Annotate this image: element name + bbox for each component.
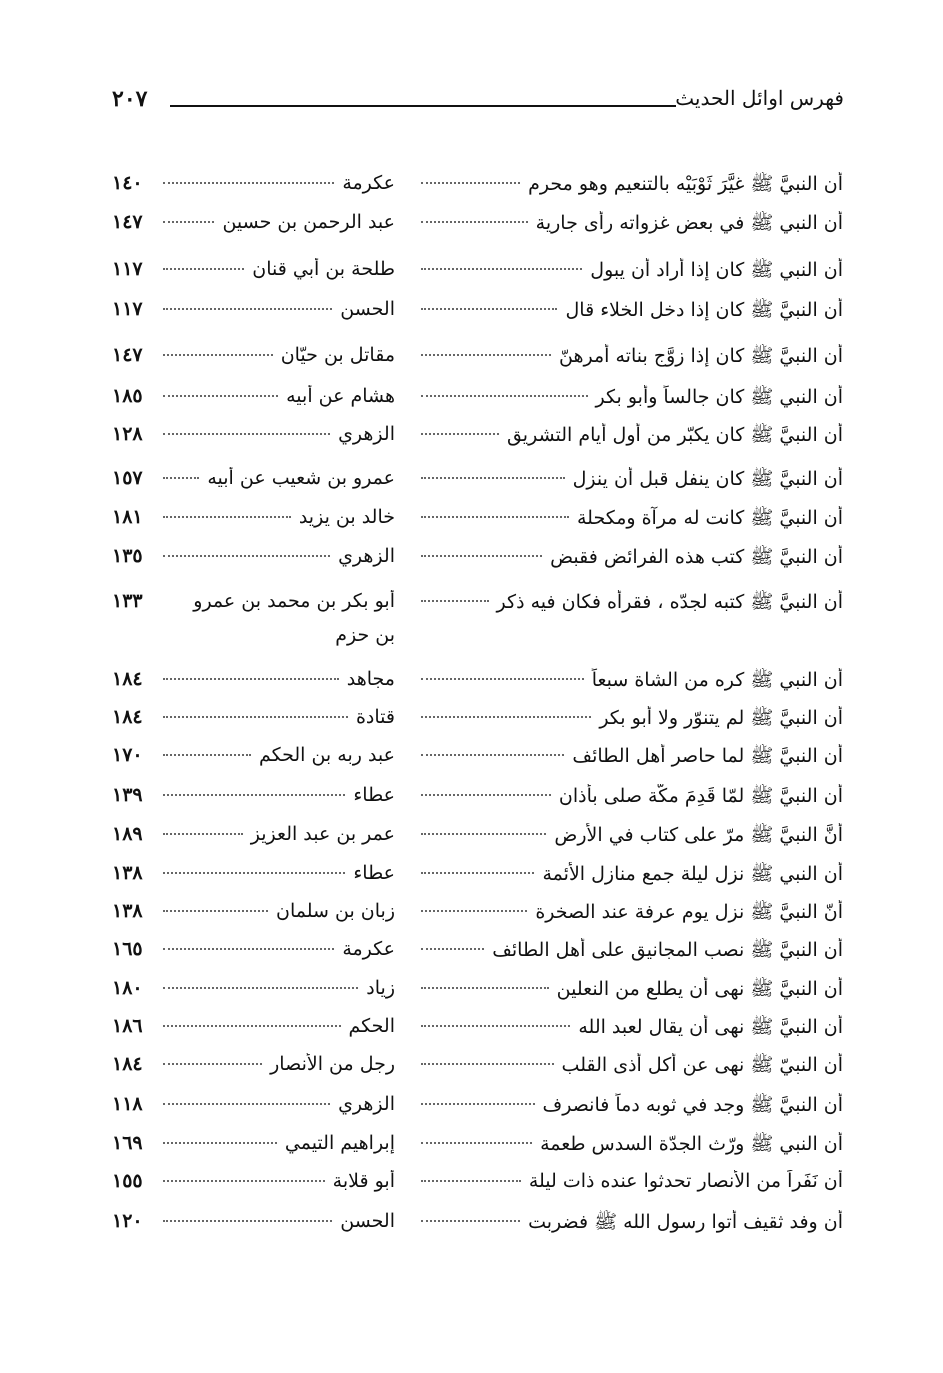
- leader-dots: [421, 385, 588, 397]
- hadith-opening: [413, 823, 843, 851]
- hadith-text: أن النبيَّ ﷺ كتب هذه الفرائض فقبض: [550, 546, 843, 568]
- hadith-text: أن وفد ثقيف أتوا رسول الله ﷺ فضربت: [528, 1211, 843, 1233]
- narrator: [155, 823, 395, 845]
- hadith-opening: [413, 467, 843, 495]
- leader-dots: [421, 423, 499, 435]
- page-reference: ١٥٧: [112, 467, 143, 489]
- narrator-text: طلحة بن أبي قنان: [252, 258, 395, 280]
- page-number: ٢٠٧: [112, 86, 148, 112]
- leader-dots: [421, 506, 569, 518]
- index-entry: [0, 545, 943, 581]
- hadith-opening: [413, 1093, 843, 1121]
- leader-dots: [163, 823, 243, 835]
- index-entry: [0, 784, 943, 820]
- narrator: [155, 706, 395, 728]
- hadith-text: أن النبيَّ ﷺ لما حاصر أهل الطائف: [572, 745, 843, 767]
- leader-dots: [421, 784, 551, 796]
- index-entry: [0, 1053, 943, 1089]
- hadith-text: أن النبيَّ ﷺ كان يكبّر من أول أيام التشريق: [506, 424, 843, 446]
- hadith-opening: [413, 668, 843, 696]
- hadith-opening: [413, 1053, 843, 1081]
- narrator-text: هشام عن أبيه: [286, 385, 395, 407]
- leader-dots: [421, 744, 564, 756]
- narrator: [155, 900, 395, 922]
- leader-dots: [163, 258, 244, 270]
- hadith-opening: [413, 706, 843, 734]
- page-reference: ١٥٥: [112, 1170, 143, 1192]
- narrator-text: خالد بن يزيد: [298, 506, 395, 528]
- page-reference: ١٨١: [112, 506, 143, 528]
- narrator-text: الحسن: [340, 298, 395, 320]
- page-reference: ١٦٥: [112, 938, 143, 960]
- narrator: [155, 258, 395, 280]
- hadith-opening: [413, 506, 843, 534]
- hadith-text: أن النبيَّ ﷺ لمّا قَدِمَ مكّة صلى بأذان: [558, 785, 843, 807]
- hadith-text: أن النبيَّ ﷺ كتبه لجدّه ، فقرأه فكان فيه ذكر: [496, 591, 843, 613]
- narrator: [155, 211, 395, 233]
- hadith-text: أن النبيَّ ﷺ نصب المجانيق على أهل الطائف: [492, 939, 843, 961]
- hadith-opening: [413, 938, 843, 966]
- hadith-opening: [413, 1132, 843, 1160]
- page-reference: ١٣٣: [112, 590, 143, 612]
- leader-dots: [163, 1053, 262, 1065]
- leader-dots: [163, 1132, 277, 1144]
- leader-dots: [421, 668, 584, 680]
- narrator-text: مقاتل بن حيّان: [280, 344, 395, 366]
- leader-dots: [421, 938, 484, 950]
- narrator-text: عمر بن عبد العزيز: [250, 823, 395, 845]
- hadith-opening: [413, 545, 843, 573]
- index-entry: [0, 1015, 943, 1051]
- leader-dots: [421, 977, 549, 989]
- page-reference: ١٤٧: [112, 344, 143, 366]
- hadith-opening: [413, 344, 843, 372]
- leader-dots: [163, 385, 278, 397]
- narrator-text: أبو بكر بن محمد بن عمرو: [193, 590, 395, 612]
- index-entry: [0, 706, 943, 742]
- index-entry: [0, 467, 943, 503]
- page-reference: ١٢٨: [112, 423, 143, 445]
- hadith-text: أن النبي ﷺ في بعض غزواته رأى جارية: [535, 212, 843, 234]
- page-reference: ١٤٠: [112, 172, 143, 194]
- hadith-opening: [413, 258, 843, 286]
- hadith-text: أن النبيَّ ﷺ غيَّرَ ثَوْبَيْه بالتنعيم وهو محرم: [528, 173, 843, 195]
- narrator-text: عمرو بن شعيب عن أبيه: [207, 467, 395, 489]
- narrator: [155, 590, 395, 612]
- leader-dots: [163, 1015, 341, 1027]
- index-entry: [0, 590, 943, 646]
- narrator-text: عبد الرحمن بن حسين: [222, 211, 395, 233]
- hadith-text: أن النبي ﷺ ورّث الجدّة السدس طعمة: [540, 1133, 843, 1155]
- leader-dots: [163, 862, 345, 874]
- hadith-opening: [413, 298, 843, 326]
- hadith-text: أن النبي ﷺ كان إذا أراد أن يبول: [590, 259, 843, 281]
- narrator: [155, 385, 395, 407]
- index-entry: [0, 506, 943, 542]
- page-reference: ١٨٦: [112, 1015, 143, 1037]
- leader-dots: [163, 1093, 330, 1105]
- leader-dots: [421, 1170, 521, 1182]
- hadith-opening: [413, 1210, 843, 1238]
- leader-dots: [163, 423, 330, 435]
- hadith-text: أن النبي ﷺ كره من الشاة سبعاً: [591, 669, 843, 691]
- leader-dots: [421, 862, 534, 874]
- leader-dots: [163, 938, 334, 950]
- hadith-text: أن النبيَّ ﷺ لم يتنوّر ولا أبو بكر: [599, 707, 843, 729]
- leader-dots: [163, 977, 358, 989]
- narrator: [155, 1093, 395, 1115]
- hadith-text: أنَّ النبيَّ ﷺ مرّ على كتاب في الأرض: [554, 824, 843, 846]
- narrator-text: عطاء: [353, 862, 395, 884]
- index-entry: [0, 172, 943, 208]
- narrator: [155, 977, 395, 999]
- leader-dots: [421, 467, 565, 479]
- hadith-opening: [413, 172, 843, 200]
- narrator-text: الزهري: [338, 423, 395, 445]
- narrator: [155, 1210, 395, 1232]
- hadith-text: أن النبيّ ﷺ نهى عن أكل أذى القلب: [561, 1054, 843, 1076]
- leader-dots: [421, 172, 520, 184]
- leader-dots: [163, 298, 332, 310]
- narrator-text: مجاهد: [346, 668, 395, 690]
- page-reference: ١٣٥: [112, 545, 143, 567]
- index-entry: [0, 298, 943, 334]
- index-entry: [0, 744, 943, 780]
- page-reference: ١٣٨: [112, 862, 143, 884]
- leader-dots: [421, 900, 527, 912]
- narrator-text: عكرمة: [342, 172, 395, 194]
- page-reference: ١٨٤: [112, 668, 143, 690]
- narrator: [155, 668, 395, 690]
- index-entry: [0, 344, 943, 380]
- narrator: [155, 1015, 395, 1037]
- index-entry: [0, 823, 943, 859]
- page-reference: ١٨٠: [112, 977, 143, 999]
- index-entry: [0, 977, 943, 1013]
- hadith-opening: [413, 385, 843, 413]
- leader-dots: [163, 545, 330, 557]
- hadith-text: أنّ النبيَّ ﷺ نزل يوم عرفة عند الصخرة: [535, 901, 843, 923]
- hadith-opening: [413, 1015, 843, 1043]
- leader-dots: [421, 1132, 532, 1144]
- index-entry: [0, 1093, 943, 1129]
- hadith-text: أن النبي ﷺ كان جالساً وأبو بكر: [595, 386, 843, 408]
- page-reference: ١٢٠: [112, 1210, 143, 1232]
- narrator: [155, 423, 395, 445]
- narrator-text: رجل من الأنصار: [270, 1053, 395, 1075]
- narrator-text: الزهري: [338, 545, 395, 567]
- narrator: [155, 744, 395, 766]
- leader-dots: [421, 545, 542, 557]
- narrator-text: عبد ربه بن الحكم: [258, 744, 395, 766]
- narrator: [155, 467, 395, 489]
- page-reference: ١٦٩: [112, 1132, 143, 1154]
- leader-dots: [163, 1170, 325, 1182]
- leader-dots: [421, 298, 557, 310]
- narrator-text: الزهري: [338, 1093, 395, 1115]
- page-reference: ١٨٤: [112, 706, 143, 728]
- narrator: [155, 506, 395, 528]
- hadith-opening: [413, 590, 843, 618]
- index-entry: [0, 900, 943, 936]
- leader-dots: [163, 706, 348, 718]
- narrator: [155, 344, 395, 366]
- narrator-text: قتادة: [355, 706, 395, 728]
- leader-dots: [421, 1210, 520, 1222]
- page-reference: ١١٧: [112, 298, 143, 320]
- narrator: [155, 1053, 395, 1075]
- narrator: [155, 862, 395, 884]
- leader-dots: [163, 344, 273, 356]
- leader-dots: [163, 784, 345, 796]
- index-entry: [0, 423, 943, 459]
- leader-dots: [163, 668, 339, 680]
- leader-dots: [421, 1053, 554, 1065]
- hadith-text: أن النبيَّ ﷺ وجد في ثوبه دماً فانصرف: [542, 1094, 843, 1116]
- page-reference: ١١٨: [112, 1093, 143, 1115]
- narrator: [155, 545, 395, 567]
- hadith-text: أن النبيَّ ﷺ نهى أن يقال لعبد الله: [578, 1016, 843, 1038]
- index-entry: [0, 211, 943, 247]
- hadith-opening: [413, 862, 843, 890]
- page-reference: ١٤٧: [112, 211, 143, 233]
- hadith-opening: [413, 1170, 843, 1192]
- index-entry: [0, 668, 943, 704]
- leader-dots: [421, 211, 528, 223]
- hadith-text: أن النبيَّ ﷺ نهى أن يطلع من النعلين: [556, 978, 843, 1000]
- narrator: [155, 784, 395, 806]
- leader-dots: [163, 744, 251, 756]
- index-entry: [0, 938, 943, 974]
- index-entry: [0, 1132, 943, 1168]
- narrator: [155, 938, 395, 960]
- narrator: [155, 1132, 395, 1154]
- hadith-text: أن النبي ﷺ نزل ليلة جمع منازل الأئمة: [542, 863, 843, 885]
- hadith-text: أن نَفَراً من الأنصار تحدثوا عنده ذات ليلة: [528, 1170, 843, 1192]
- index-entry: [0, 1210, 943, 1246]
- hadith-opening: [413, 900, 843, 928]
- page-reference: ١٨٩: [112, 823, 143, 845]
- index-title: فهرس اوائل الحديث: [675, 86, 844, 110]
- narrator-text: عطاء: [353, 784, 395, 806]
- page-reference: ١٨٤: [112, 1053, 143, 1075]
- narrator-text: زبان بن سلمان: [276, 900, 395, 922]
- hadith-opening: [413, 784, 843, 812]
- narrator: [155, 1170, 395, 1192]
- index-entry: [0, 385, 943, 421]
- narrator: [155, 172, 395, 194]
- narrator-text: عكرمة: [342, 938, 395, 960]
- leader-dots: [421, 258, 582, 270]
- leader-dots: [421, 1015, 570, 1027]
- page-reference: ١٧٠: [112, 744, 143, 766]
- leader-dots: [421, 706, 591, 718]
- narrator-text: إبراهيم التيمي: [284, 1132, 395, 1154]
- narrator-continuation: بن حزم: [335, 624, 395, 646]
- hadith-opening: [413, 744, 843, 772]
- page-reference: ١١٧: [112, 258, 143, 280]
- narrator-text: الحسن: [340, 1210, 395, 1232]
- hadith-text: أن النبيَّ ﷺ كان ينفل قبل أن ينزل: [572, 468, 843, 490]
- hadith-opening: [413, 211, 843, 239]
- leader-dots: [421, 344, 551, 356]
- page-reference: ١٣٨: [112, 900, 143, 922]
- narrator: [155, 298, 395, 320]
- hadith-text: أن النبيَّ ﷺ كان إذا دخل الخلاء قال: [565, 299, 843, 321]
- index-entry: [0, 1170, 943, 1206]
- leader-dots: [421, 1093, 535, 1105]
- leader-dots: [421, 823, 546, 835]
- page-reference: ١٨٥: [112, 385, 143, 407]
- leader-dots: [163, 172, 334, 184]
- leader-dots: [421, 590, 489, 602]
- hadith-opening: [413, 423, 843, 451]
- narrator-text: أبو قلابة: [332, 1170, 395, 1192]
- leader-dots: [163, 900, 268, 912]
- hadith-opening: [413, 977, 843, 1005]
- leader-dots: [163, 506, 291, 518]
- leader-dots: [163, 1210, 332, 1222]
- narrator-text: زياد: [366, 977, 395, 999]
- index-entry: [0, 258, 943, 294]
- narrator-text: الحكم: [348, 1015, 395, 1037]
- hadith-text: أن النبيَّ ﷺ كان إذا زوَّج بناته أمرهنّ: [559, 345, 843, 367]
- index-entry: [0, 862, 943, 898]
- hadith-text: أن النبيَّ ﷺ كانت له مرآة ومكحلة: [576, 507, 843, 529]
- page-reference: ١٣٩: [112, 784, 143, 806]
